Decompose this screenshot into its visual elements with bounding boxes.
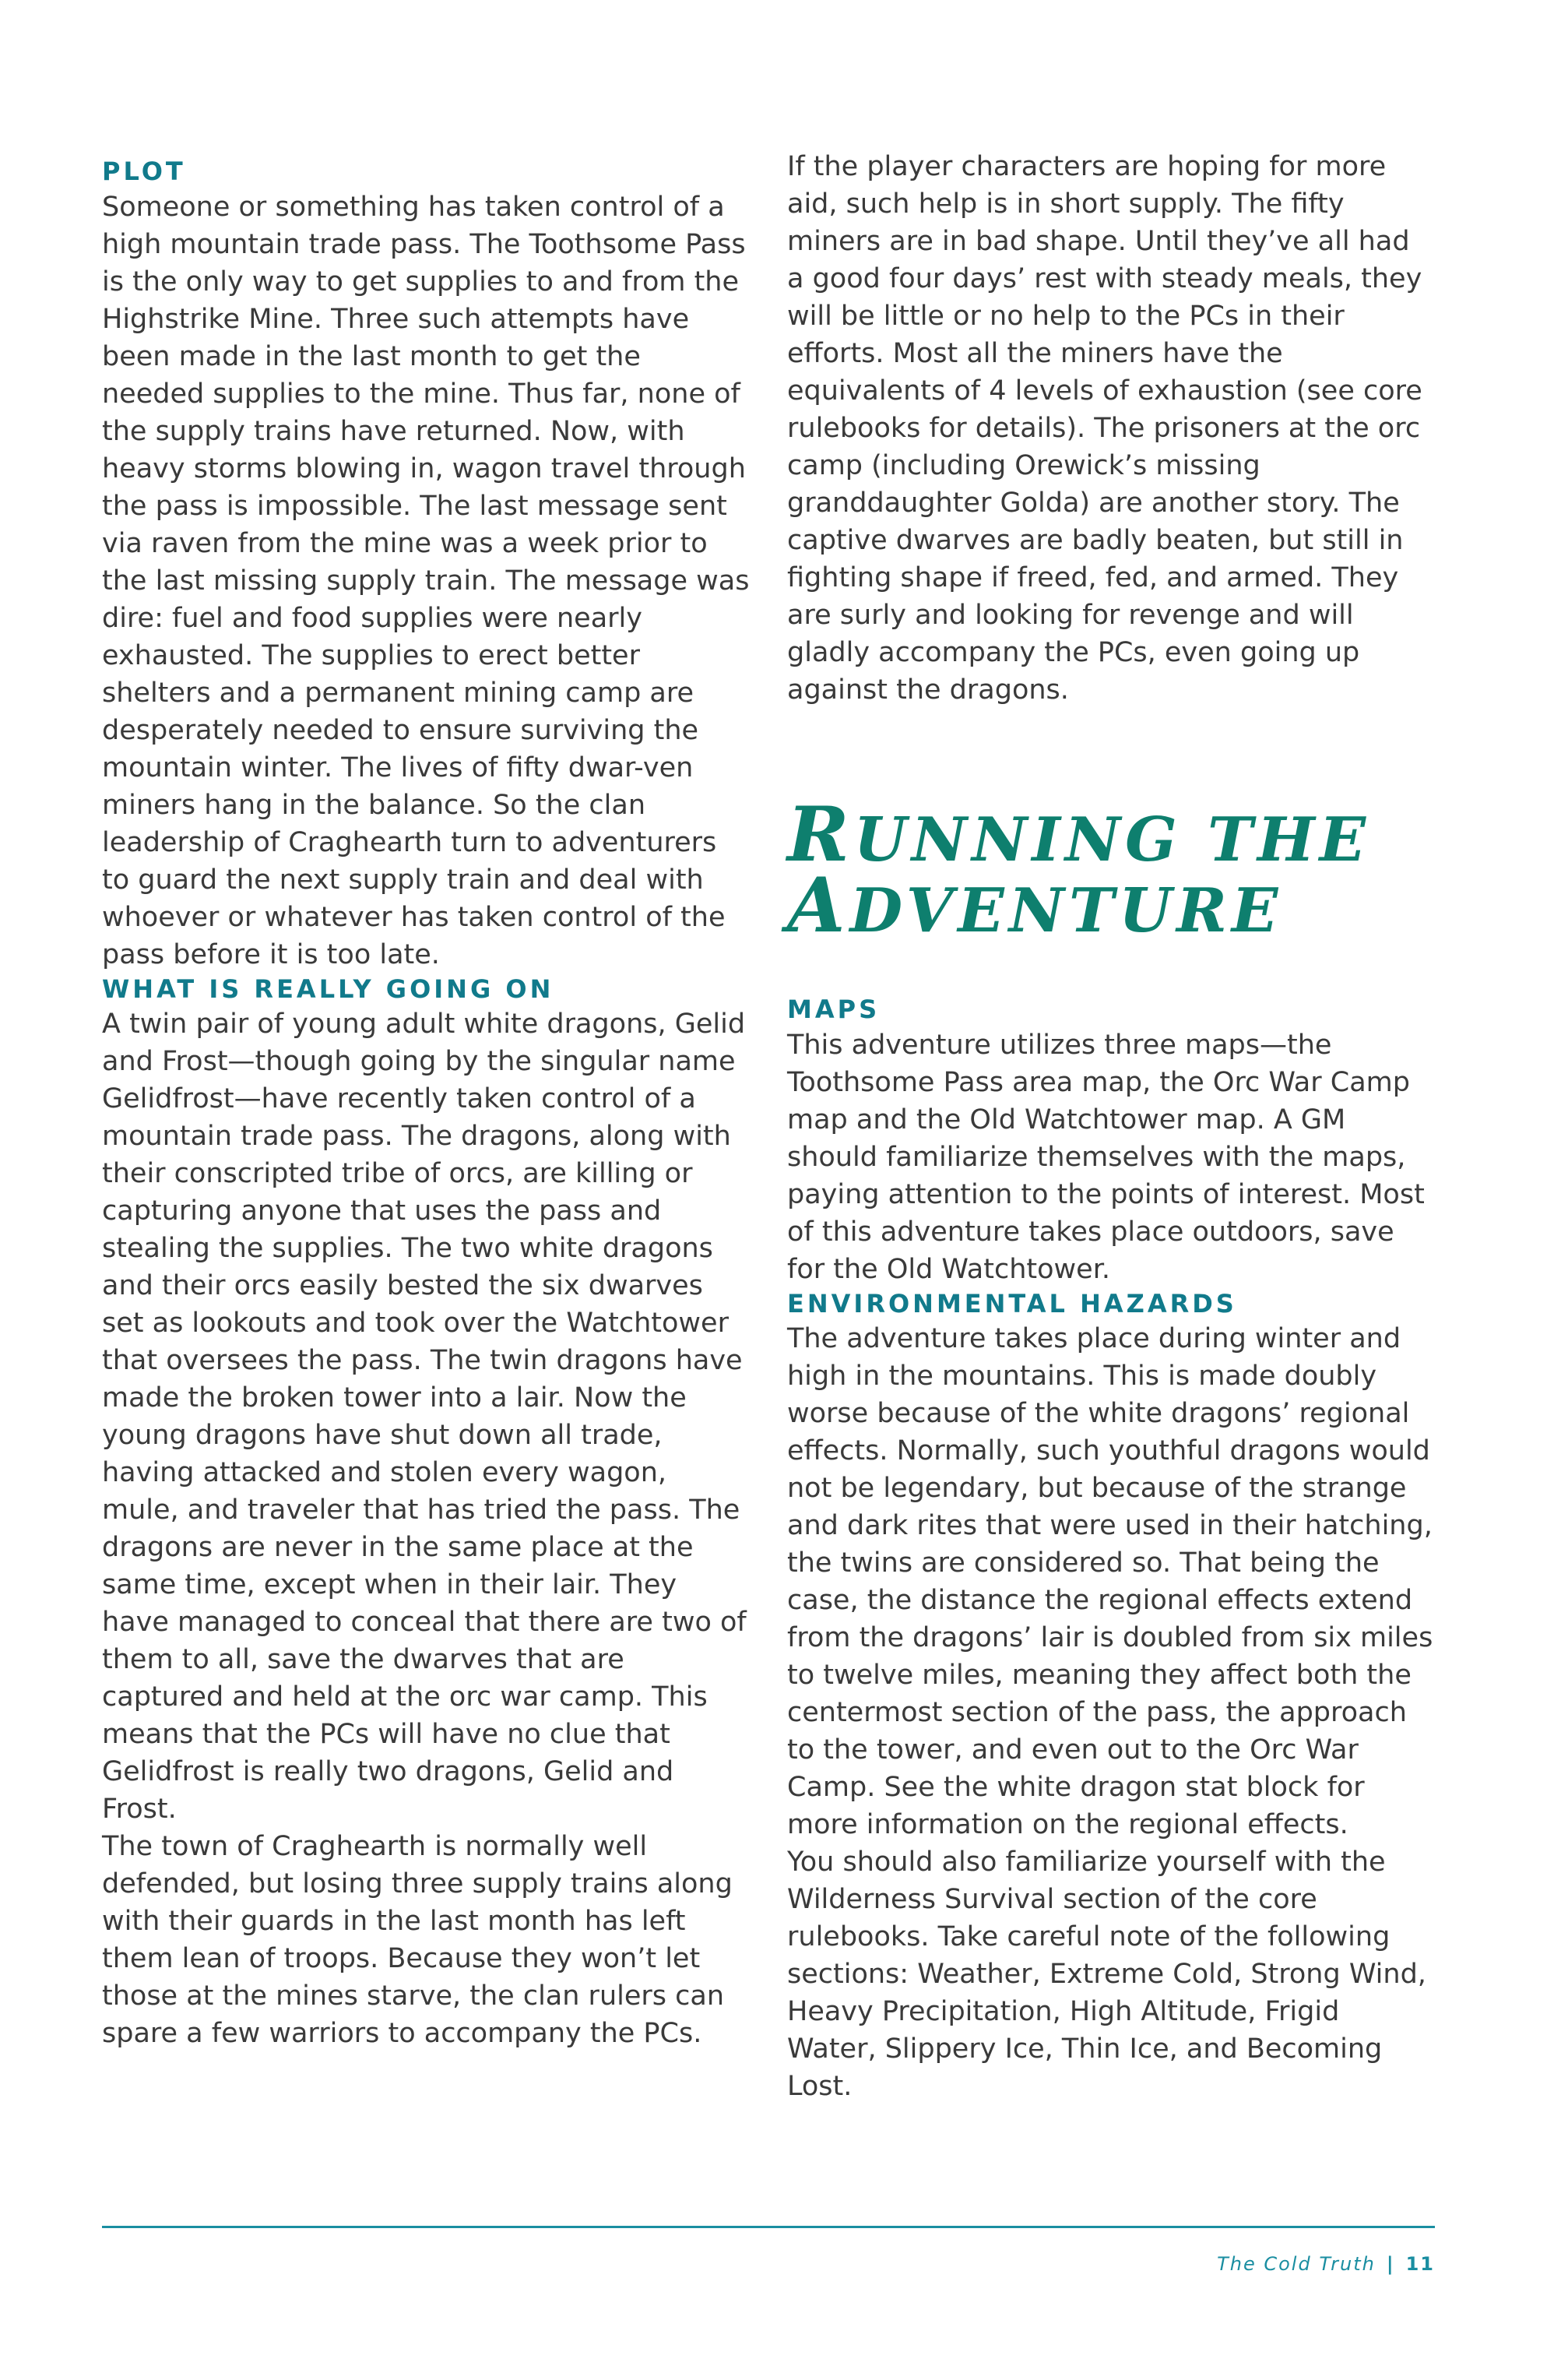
footer-rule	[102, 2226, 1435, 2228]
going-on-heading: WHAT IS REALLY GOING ON	[102, 973, 554, 1004]
plot-paragraph: Someone or something has taken control of a high mountain trade pass. The Toothsome Pass is the only way to get supplies to and from the Highstrike Mine. Three such attempts have been made in the last month to get the needed supplies to the mine. Thus far, none of the supply trains have returned. Now, with heavy storms blowing in, wagon travel through the pass is impossible. The last message sent via raven from the mine was a week prior to the last missing supply train. The message was dire: fuel and food supplies were nearly exhausted. The supplies to erect better shelters and a permanent mining camp are desperately needed to ensure surviving the mountain winter. The lives of fifty dwar-ven miners hang in the balance. So the clan leadership of Craghearth turn to adventurers to guard the next supply train and deal with whoever or whatever has taken control of the pass before it is too late.	[102, 191, 750, 970]
page-footer	[1217, 2253, 1435, 2275]
left-column	[102, 156, 750, 2052]
footer-separator: |	[1386, 2253, 1395, 2275]
maps-heading: MAPS	[787, 995, 881, 1024]
plot-heading: PLOT	[102, 157, 186, 186]
hazards-paragraph-2: You should also familiarize yourself with the Wilderness Survival section of the core rulebooks. Take careful note of the following sections: Weather, Extreme Cold, Strong Wind, Heavy Precipitation, High Altitude, Frigid Water, Slippery Ice, Thin Ice, and Becoming Lost.	[787, 1847, 1426, 2103]
running-the-adventure-heading	[787, 790, 1435, 949]
footer-book-title: The Cold Truth	[1217, 2253, 1376, 2275]
maps-paragraph: This adventure utilizes three maps—the Toothsome Pass area map, the Orc War Camp map and the Old Watchtower map. A GM should familiarize themselves with the maps, paying attention to the points of interest. Most of this adventure takes place outdoors, save for the Old Watchtower.	[787, 1029, 1425, 1285]
going-on-paragraph-1: A twin pair of young adult white dragons, Gelid and Frost—though going by the singular name Gelidfrost—have recently taken control of a mountain trade pass. The dragons, along with their conscripted tribe of orcs, are killing or capturing anyone that uses the pass and stealing the supplies. The two white dragons and their orcs easily bested the six dwarves set as lookouts and took over the Watchtower that oversees the pass. The twin dragons have made the broken tower into a lair. Now the young dragons have shut down all trade, having attacked and stolen every wagon, mule, and traveler that has tried the pass. The dragons are never in the same place at the same time, except when in their lair. They have managed to conceal that there are two of them to all, save the dwarves that are captured and held at the orc war camp. This means that the PCs will have no clue that Gelidfrost is really two dragons, Gelid and Frost.	[102, 1009, 747, 1825]
right-column	[787, 151, 1435, 2105]
heading-line1-rest: UNNING THE	[853, 804, 1371, 875]
heading-line2-cap: A	[787, 861, 850, 949]
heading-line1-cap: R	[787, 790, 854, 878]
heading-line2-rest: DVENTURE	[849, 875, 1283, 946]
page-number: 11	[1405, 2253, 1435, 2275]
hazards-heading: ENVIRONMENTAL HAZARDS	[787, 1288, 1237, 1319]
hazards-paragraph-1: The adventure takes place during winter and high in the mountains. This is made doubly worse because of the white dragons’ regional effects. Normally, such youthful dragons would not be legendary, but because of the strange and dark rites that were used in their hatching, the twins are considered so. That being the case, the distance the regional effects extend from the dragons’ lair is doubled from six miles to twelve miles, meaning they affect both the centermost section of the pass, the approach to the tower, and even out to the Orc War Camp. See the white dragon stat block for more information on the regional effects.	[787, 1323, 1433, 1841]
going-on-paragraph-2: The town of Craghearth is normally well defended, but losing three supply trains along with their guards in the last month has left them lean of troops. Because they won’t let those at the mines starve, the clan rulers can spare a few warriors to accompany the PCs.	[102, 1831, 733, 2050]
intro-paragraph: If the player characters are hoping for more aid, such help is in short supply. The fifty miners are in bad shape. Until they’ve all had a good four days’ rest with steady meals, they will be little or no help to the PCs in their efforts. Most all the miners have the equivalents of 4 levels of exhaustion (see core rulebooks for details). The prisoners at the orc camp (including Orewick’s missing granddaughter Golda) are another story. The captive dwarves are badly beaten, but still in fighting shape if freed, fed, and armed. They are surly and looking for revenge and will gladly accompany the PCs, even going up against the dragons.	[787, 151, 1422, 706]
